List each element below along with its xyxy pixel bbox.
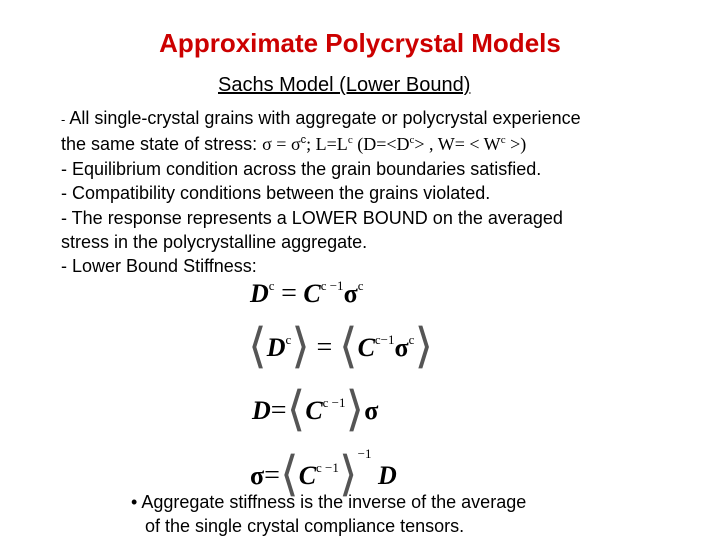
- bullet-icon: •: [131, 492, 138, 512]
- text-line-6: stress in the polycrystalline aggregate.: [61, 232, 368, 253]
- equation-2: $⟨D^c⟩$ = $⟨C^{c-1}\sigma^c⟩$: [248, 320, 434, 373]
- equation-3: $D=⟨C^{c -1}⟩\sigma$: [252, 383, 379, 436]
- equation-1: $D^c = C^{c -1}\sigma^c$: [250, 278, 364, 309]
- slide-subtitle: Sachs Model (Lower Bound): [218, 74, 471, 96]
- text-line-3: - Equilibrium condition across the grain boundaries satisfied.: [61, 158, 542, 179]
- text-line-1: - All single-crystal grains with aggregate or polycrystal experience: [61, 108, 581, 128]
- text-line-7: - Lower Bound Stiffness:: [61, 256, 257, 277]
- slide-title: Approximate Polycrystal Models: [159, 28, 561, 58]
- text-line-2: the same state of stress: $\sigma = \sigma^c$; $L=L^c$ ($D=<D^c>$ , $W= < W^c$ >): [61, 134, 527, 155]
- equation-4: $\sigma=⟨C^{c -1}⟩^{-1}$ D: [250, 446, 397, 501]
- text-line-4: - Compatibility conditions between the grains violated.: [61, 183, 491, 204]
- bullet-note: • Aggregate stiffness is the inverse of the average of the single crystal compliance tensors.: [131, 492, 527, 536]
- text-line-5: - The response represents a LOWER BOUND on the averaged: [61, 207, 563, 228]
- body-text: [61, 106, 661, 279]
